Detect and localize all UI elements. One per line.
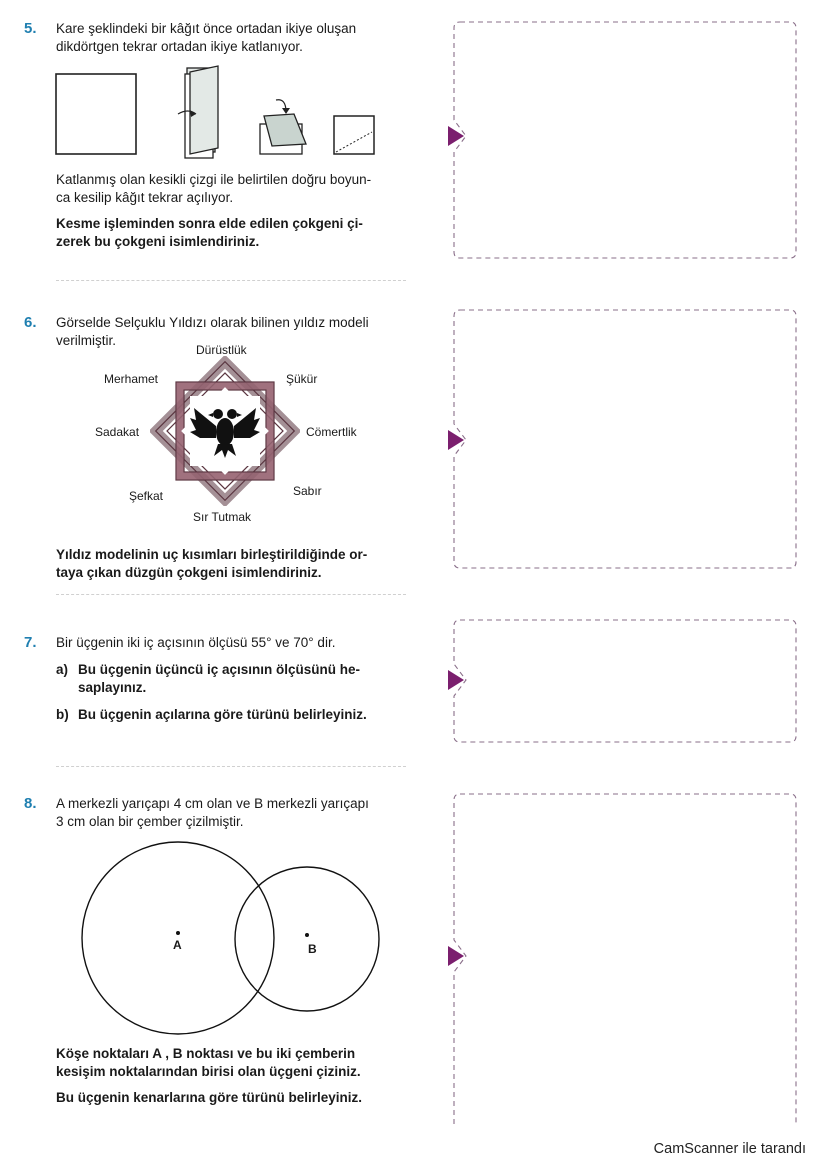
separator <box>56 594 406 595</box>
question-6-bold-1: Yıldız modelinin uç kısımları birleştirildiğinde or- <box>56 547 368 562</box>
separator <box>56 766 406 767</box>
arrow-icon <box>448 670 464 690</box>
paper-folding-diagram <box>50 62 390 162</box>
star-label-top: Dürüstlük <box>196 343 247 357</box>
star-label-bottom: Sır Tutmak <box>193 510 252 524</box>
question-6-line-2: verilmiştir. <box>56 333 116 348</box>
star-label-right: Cömertlik <box>306 425 357 439</box>
label-a: A <box>173 938 182 952</box>
question-5-line-4: ca kesilip kâğıt tekrar açılıyor. <box>56 190 234 205</box>
center-b-point <box>305 933 309 937</box>
square-paper <box>56 74 136 154</box>
two-circles-diagram <box>70 832 390 1042</box>
footer-text: CamScanner ile tarandı <box>653 1141 806 1157</box>
question-5-bold-1: Kesme işleminden sonra elde edilen çokgeni çi- <box>56 216 363 231</box>
arrow-icon <box>448 946 464 966</box>
arrow-icon <box>448 430 464 450</box>
answer-box-8[interactable] <box>440 790 802 1130</box>
separator <box>56 280 406 281</box>
star-label-top-left: Merhamet <box>104 372 159 386</box>
answer-box-7[interactable] <box>440 616 802 746</box>
answer-box-6[interactable] <box>440 306 802 574</box>
question-8-bold-1: Köşe noktaları A , B noktası ve bu iki çemberin <box>56 1046 356 1061</box>
question-7-a-letter: a) <box>56 662 69 677</box>
question-7-line-1: Bir üçgenin iki iç açısının ölçüsü 55° ve 70° dir. <box>56 635 336 650</box>
seljuk-star <box>150 356 300 506</box>
final-folded-square <box>334 116 374 154</box>
question-5-bold-2: zerek bu çokgeni isimlendiriniz. <box>56 234 260 249</box>
question-8-bold-2: kesişim noktalarından birisi olan üçgeni çiziniz. <box>56 1064 361 1079</box>
answer-box-5[interactable] <box>440 18 802 264</box>
star-label-left: Sadakat <box>95 425 140 439</box>
question-8-bold-3: Bu üçgenin kenarlarına göre türünü belirleyiniz. <box>56 1090 363 1105</box>
question-7-b-line-1: Bu üçgenin açılarına göre türünü belirleyiniz. <box>78 707 367 722</box>
question-5-line-3: Katlanmış olan kesikli çizgi ile belirtilen doğru boyun- <box>56 172 372 187</box>
question-8-number: 8. <box>24 795 37 812</box>
question-5-line-2: dikdörtgen tekrar ortadan ikiye katlanıyor. <box>56 39 303 54</box>
star-label-bottom-left: Şefkat <box>129 489 164 503</box>
star-label-bottom-right: Sabır <box>293 484 322 498</box>
question-7-number: 7. <box>24 634 37 651</box>
question-7-a-line-1: Bu üçgenin üçüncü iç açısının ölçüsünü he- <box>78 662 361 677</box>
label-b: B <box>308 942 317 956</box>
star-label-top-right: Şükür <box>286 372 318 386</box>
center-a-point <box>176 931 180 935</box>
question-8-line-2: 3 cm olan bir çember çizilmiştir. <box>56 814 244 829</box>
circle-b <box>235 867 379 1011</box>
question-8-line-1: A merkezli yarıçapı 4 cm olan ve B merkezli yarıçapı <box>56 796 369 811</box>
question-6-number: 6. <box>24 314 37 331</box>
question-7-b-letter: b) <box>56 707 69 722</box>
question-6-line-1: Görselde Selçuklu Yıldızı olarak bilinen yıldız modeli <box>56 315 369 330</box>
arrow-icon <box>448 126 464 146</box>
question-6-bold-2: taya çıkan düzgün çokgeni isimlendiriniz. <box>56 565 322 580</box>
question-5-line-1: Kare şeklindeki bir kâğıt önce ortadan ikiye oluşan <box>56 21 357 36</box>
question-7-a-line-2: saplayınız. <box>78 680 147 695</box>
question-5-number: 5. <box>24 20 37 37</box>
